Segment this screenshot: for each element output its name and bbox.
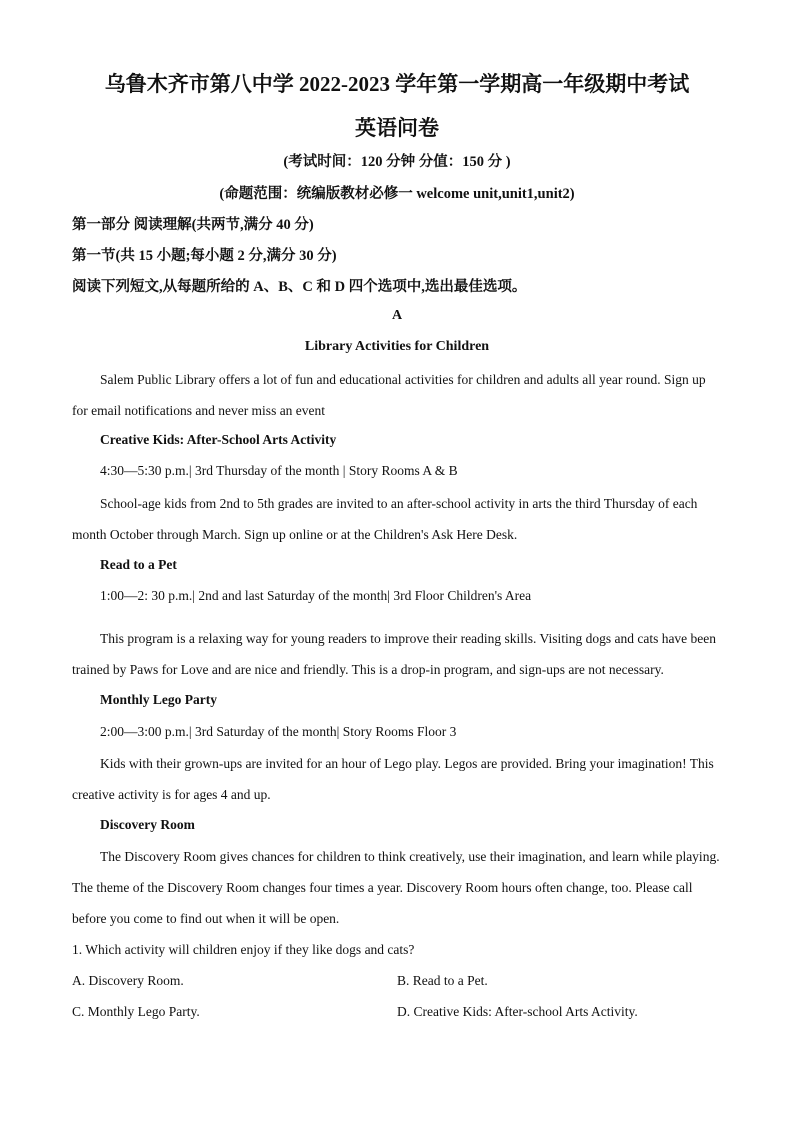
instructions: 阅读下列短文,从每题所给的 A、B、C 和 D 四个选项中,选出最佳选项。 xyxy=(72,279,527,295)
activity-description-text: Kids with their grown-ups are invited for an hour of Lego play. Legos are provided. Bring your imagination! This creative activity is for ages 4 and up. xyxy=(72,756,714,802)
passage-letter: A xyxy=(391,308,403,323)
passage-title: Library Activities for Children xyxy=(304,339,490,354)
activity-schedule: 2:00—3:00 p.m.| 3rd Saturday of the month| Story Rooms Floor 3 xyxy=(100,724,457,739)
intro-text: Salem Public Library offers a lot of fun and educational activities for children and adults all year round. Sign up for email notifications and never miss an event xyxy=(72,372,706,418)
activity-schedule: 1:00—2: 30 p.m.| 2nd and last Saturday of the month| 3rd Floor Children's Area xyxy=(100,588,532,603)
activity-description-text: The Discovery Room gives chances for children to think creatively, use their imagination, and learn while playing. The theme of the Discovery Room changes four times a year. Discovery Room hours often change, too. Please call before you come to find out when it will be open. xyxy=(72,849,720,926)
activity-description xyxy=(72,623,722,685)
option-a[interactable]: A. Discovery Room. xyxy=(72,973,184,988)
exam-title: 乌鲁木齐市第八中学 2022-2023 学年第一学期高一年级期中考试 xyxy=(104,72,690,96)
activity-title: Monthly Lego Party xyxy=(100,692,217,707)
option-c[interactable]: C. Monthly Lego Party. xyxy=(72,1004,200,1019)
activity-title: Creative Kids: After-School Arts Activity xyxy=(100,432,337,447)
question-stem: 1. Which activity will children enjoy if they like dogs and cats? xyxy=(72,942,415,957)
activity-title: Discovery Room xyxy=(100,817,195,832)
section-heading: 第一节(共 15 小题;每小题 2 分,满分 30 分) xyxy=(72,248,337,264)
option-d[interactable]: D. Creative Kids: After-school Arts Activity. xyxy=(397,1004,638,1019)
activity-schedule: 4:30—5:30 p.m.| 3rd Thursday of the month | Story Rooms A & B xyxy=(100,463,458,478)
passage-intro xyxy=(72,364,722,426)
activity-description xyxy=(72,748,722,810)
part-heading: 第一部分 阅读理解(共两节,满分 40 分) xyxy=(72,217,314,233)
activity-description xyxy=(72,841,722,934)
activity-description xyxy=(72,488,722,550)
activity-description-text: School-age kids from 2nd to 5th grades are invited to an after-school activity in arts the third Thursday of each month October through March. Sign up online or at the Children's Ask Here Desk. xyxy=(72,496,698,542)
activity-title: Read to a Pet xyxy=(100,557,177,572)
option-b[interactable]: B. Read to a Pet. xyxy=(397,973,488,988)
exam-scope: (命题范围：统编版教材必修一 welcome unit,unit1,unit2) xyxy=(219,186,575,202)
exam-subject: 英语问卷 xyxy=(355,116,439,140)
activity-description-text: This program is a relaxing way for young readers to improve their reading skills. Visiting dogs and cats have been trained by Paws for Love and are nice and friendly. This is a drop-in program, and sign-ups are not necessary. xyxy=(72,631,717,677)
exam-time-score: (考试时间：120 分钟 分值：150 分 ) xyxy=(283,154,511,170)
